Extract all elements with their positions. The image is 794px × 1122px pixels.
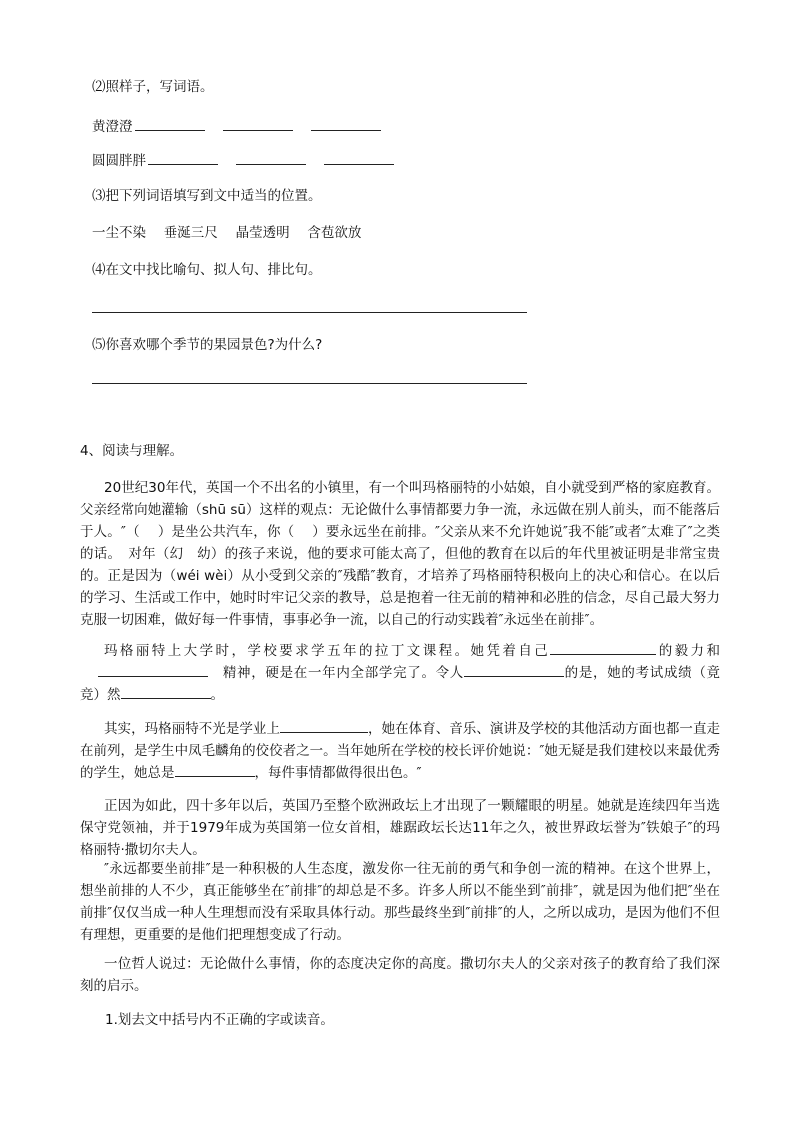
text-fragment: 其实，玛格丽特不光是学业上 <box>104 721 280 737</box>
passage-paragraph-4 <box>80 795 720 861</box>
passage-paragraph-5 <box>80 858 720 946</box>
answer-line[interactable] <box>92 383 527 384</box>
answer-blank[interactable] <box>223 116 293 131</box>
text-fragment: ，每件事情都做得很出色。″ <box>254 765 422 781</box>
passage-paragraph-6 <box>80 953 720 997</box>
answer-blank[interactable] <box>98 662 208 677</box>
paragraph-text <box>80 640 734 706</box>
answer-blank[interactable] <box>550 640 656 655</box>
q2-row1-label: 黄澄澄 <box>92 119 133 135</box>
passage-paragraph-2 <box>80 640 734 706</box>
section-4-title: 4、阅读与理解。 <box>80 443 184 459</box>
q4-title: ⑷在文中找比喻句、拟人句、排比句。 <box>92 262 322 278</box>
answer-blank[interactable] <box>135 116 205 131</box>
paragraph-text: 一位哲人说过：无论做什么事情，你的态度决定你的高度。撒切尔夫人的父亲对孩子的教育给了我们深刻的启示。 <box>80 956 720 994</box>
q3-title: ⑶把下列词语填写到文中适当的位置。 <box>92 188 322 204</box>
answer-blank[interactable] <box>311 116 381 131</box>
answer-blank[interactable] <box>121 684 211 699</box>
answer-blank[interactable] <box>324 150 394 165</box>
answer-blank[interactable] <box>148 150 218 165</box>
text-fragment: 精神，硬是在一年内全部学完了。令人 <box>222 665 464 681</box>
answer-blank[interactable] <box>236 150 306 165</box>
q2-title: ⑵照样子，写词语。 <box>92 79 214 95</box>
q2-row2-label: 圆圆胖胖 <box>92 153 146 169</box>
paragraph-text: 正因为如此，四十多年以后，英国乃至整个欧洲政坛上才出现了一颗耀眼的明星。她就是连续四年当选保守党领袖，并于1979年成为英国第一位女首相，雄踞政坛长达11年之久，被世界政坛誉为″铁娘子″的玛格丽特·撒切尔夫人。 <box>80 798 720 858</box>
passage-paragraph-1 <box>80 477 720 631</box>
paragraph-text: ″永远都要坐前排″是一种积极的人生态度，激发你一往无前的勇气和争创一流的精神。在这个世界上，想坐前排的人不少，真正能够坐在″前排″的却总是不多。许多人所以不能坐到″前排″，就是因为他们把″坐在前排″仅仅当成一种人生理想而没有采取具体行动。那些最终坐到″前排″的人，之所以成功，是因为他们不但有理想，更重要的是他们把理想变成了行动。 <box>80 861 720 943</box>
answer-blank[interactable] <box>280 718 368 733</box>
text-fragment: ，她在体育、音乐、演讲及学校的其他活动方面也都一直走在前列，是学生中凤毛麟角的佼佼者之一。当年她所在学校的校长评价她说：″她无疑是我们建校以来最优秀的学生，她总是 <box>80 721 720 781</box>
text-fragment: 玛格丽特上大学时，学校要求学五年的拉丁文课程。她凭着自己 <box>104 643 551 659</box>
q2-row-2 <box>92 150 394 171</box>
text-fragment: 。 <box>210 687 224 703</box>
text-fragment: 的是，她的考试成绩（竟 竞）然 <box>80 665 734 703</box>
q5-title: ⑸你喜欢哪个季节的果园景色?为什么? <box>92 337 323 353</box>
q3-word-list: 一尘不染 垂涎三尺 晶莹透明 含苞欲放 <box>92 225 362 241</box>
answer-blank[interactable] <box>464 662 564 677</box>
paragraph-text: 20世纪30年代，英国一个不出名的小镇里，有一个叫玛格丽特的小姑娘，自小就受到严格的家庭教育。父亲经常向她灌输（shū sū）这样的观点：无论做什么事情都要力争一流，永远做在别人前头，而不能落后于人。″（ ）是坐公共汽车，你（ ）要永远坐在前排。″父亲从来不允许她说″我不能″或者″太难了″之类的话。 对年（幻 幼）的孩子来说，他的要求可能太高了，但他的教育在以后的年代里被证明是非常宝贵的。正是因为（wéi wèi）从小受到父亲的″残酷″教育，才培养了玛格丽特积极向上的决心和信心。在以后的学习、生活或工作中，她时时牢记父亲的教导，总是抱着一往无前的精神和必胜的信念，尽自己最大努力克服一切困难，做好每一件事情，事事必争一流，以自己的行动实践着″永远坐在前排″。 <box>80 480 720 628</box>
paragraph-text <box>80 718 720 784</box>
q2-row-1 <box>92 116 381 137</box>
passage-paragraph-3 <box>80 718 720 784</box>
question-1: 1.划去文中括号内不正确的字或读音。 <box>105 1012 334 1028</box>
text-fragment: 的毅力和 <box>656 643 720 659</box>
answer-blank[interactable] <box>175 762 255 777</box>
answer-line[interactable] <box>92 312 527 313</box>
